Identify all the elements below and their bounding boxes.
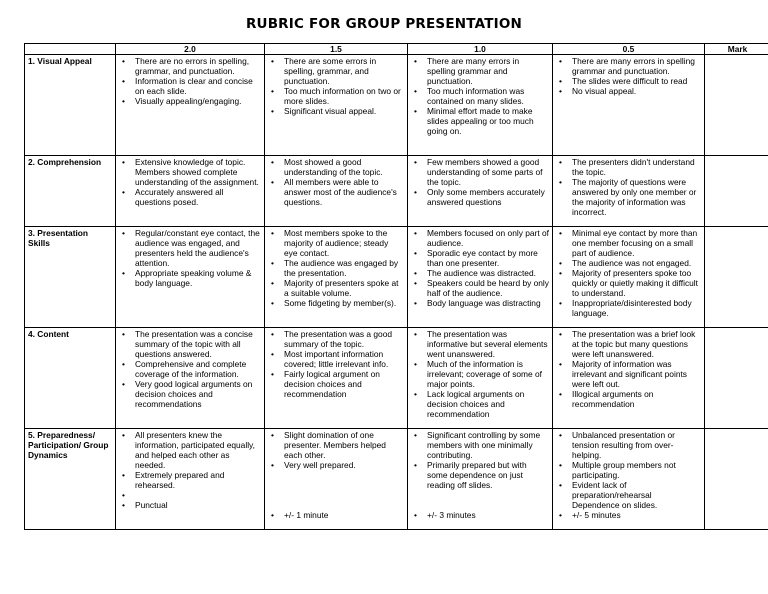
descriptor-item: • There are many errors in spelling grammar and punctuation.: [556, 56, 701, 76]
rubric-row-presentation-skills: [25, 227, 768, 328]
rubric-row-visual-appeal: [25, 55, 768, 156]
score-cell: [408, 227, 553, 328]
criterion-label: 2. Comprehension: [25, 156, 116, 227]
descriptor-item: • Information is clear and concise on each slide.: [119, 76, 261, 96]
descriptor-item: • The presentation was a concise summary of the topic with all questions answered.: [119, 329, 261, 359]
descriptor-item: • Most important information covered; little irrelevant info.: [268, 349, 404, 369]
descriptor-item: • Too much information on two or more slides.: [268, 86, 404, 106]
criterion-label: 3. Presentation Skills: [25, 227, 116, 328]
descriptor-item: • Some fidgeting by member(s).: [268, 298, 404, 308]
timing-item: • +/- 3 minutes: [411, 510, 549, 520]
score-cell: [265, 328, 408, 429]
rubric-table: [24, 43, 768, 530]
header-score-1-5: 1.5: [265, 44, 408, 55]
rubric-row-preparedness: [25, 429, 768, 530]
header-criteria: [25, 44, 116, 55]
descriptor-item: • Extremely prepared and rehearsed.: [119, 470, 261, 490]
descriptor-item: • Primarily prepared but with some dependence on just reading off slides.: [411, 460, 549, 490]
score-cell: [265, 429, 408, 530]
descriptor-item: • The majority of questions were answered by only one member or the majority of information was incorrect.: [556, 177, 701, 217]
score-cell: [408, 156, 553, 227]
descriptor-item: • The presentation was informative but several elements went unanswered.: [411, 329, 549, 359]
mark-cell[interactable]: [705, 429, 768, 530]
descriptor-item: • Extensive knowledge of topic. Members showed complete understanding of the assignment.: [119, 157, 261, 187]
descriptor-item: • Much of the information is irrelevant; coverage of some of major points.: [411, 359, 549, 389]
descriptor-item: • Visually appealing/engaging.: [119, 96, 261, 106]
score-cell: [116, 156, 265, 227]
score-cell: [265, 227, 408, 328]
descriptor-item: • The audience was distracted.: [411, 268, 549, 278]
descriptor-item: • Few members showed a good understanding of some parts of the topic.: [411, 157, 549, 187]
descriptor-item: • Speakers could be heard by only half of the audience.: [411, 278, 549, 298]
criterion-label: 5. Preparedness/ Participation/ Group Dynamics: [25, 429, 116, 530]
mark-cell[interactable]: [705, 156, 768, 227]
descriptor-item: • Very well prepared.: [268, 460, 404, 470]
header-row: [25, 44, 768, 55]
descriptor-item: • Body language was distracting: [411, 298, 549, 308]
score-cell: [116, 328, 265, 429]
descriptor-item: • Members focused on only part of audience.: [411, 228, 549, 248]
descriptor-item: • Most members spoke to the majority of audience; steady eye contact.: [268, 228, 404, 258]
score-cell: [408, 328, 553, 429]
descriptor-item: • Very good logical arguments on decision choices and recommendations: [119, 379, 261, 409]
page-title: RUBRIC FOR GROUP PRESENTATION: [245, 16, 523, 32]
spacer: [119, 490, 261, 530]
mark-cell[interactable]: [705, 55, 768, 156]
score-cell: [553, 227, 705, 328]
timing-item: • Punctual: [119, 500, 261, 510]
descriptor-item: • The presentation was a brief look at the topic but many questions were left unanswered.: [556, 329, 701, 359]
header-mark: Mark: [705, 44, 768, 55]
descriptor-item: • Lack logical arguments on decision choices and recommendation: [411, 389, 549, 419]
score-cell: [408, 429, 553, 530]
descriptor-item: • There are no errors in spelling, grammar, and punctuation.: [119, 56, 261, 76]
descriptor-item: • The audience was engaged by the presentation.: [268, 258, 404, 278]
score-cell: [116, 429, 265, 530]
descriptor-item: • Multiple group members not participating.: [556, 460, 701, 480]
descriptor-item: • There are some errors in spelling, grammar, and punctuation.: [268, 56, 404, 86]
descriptor-item: • Accurately answered all questions posed.: [119, 187, 261, 207]
score-cell: [116, 227, 265, 328]
descriptor-item: • The audience was not engaged.: [556, 258, 701, 268]
score-cell: [553, 429, 705, 530]
descriptor-item: • Inappropriate/disinterested body language.: [556, 298, 701, 318]
descriptor-item: • Majority of information was irrelevant and significant points were left out.: [556, 359, 701, 389]
timing-item: • +/- 1 minute: [268, 510, 404, 520]
header-score-2-0: 2.0: [116, 44, 265, 55]
descriptor-item: • Illogical arguments on recommendation: [556, 389, 701, 409]
descriptor-item: • Most showed a good understanding of the topic.: [268, 157, 404, 177]
score-cell: [265, 55, 408, 156]
descriptor-item: • All presenters knew the information, participated equally, and helped each other as needed.: [119, 430, 261, 470]
score-cell: [553, 156, 705, 227]
descriptor-item: • Minimal effort made to make slides appealing or too much going on.: [411, 106, 549, 136]
descriptor-item: • Minimal eye contact by more than one member focusing on a small part of audience.: [556, 228, 701, 258]
descriptor-item: • All members were able to answer most of the audience's questions.: [268, 177, 404, 207]
rubric-row-content: [25, 328, 768, 429]
descriptor-item: • Regular/constant eye contact, the audience was engaged, and presenters held the audience's attention.: [119, 228, 261, 268]
descriptor-item: • The slides were difficult to read: [556, 76, 701, 86]
score-cell: [116, 55, 265, 156]
descriptor-item: • No visual appeal.: [556, 86, 701, 96]
descriptor-item: • There are many errors in spelling grammar and punctuation.: [411, 56, 549, 86]
rubric-row-comprehension: [25, 156, 768, 227]
mark-cell[interactable]: [705, 227, 768, 328]
descriptor-item: • Significant visual appeal.: [268, 106, 404, 116]
descriptor-item: • Comprehensive and complete coverage of the information.: [119, 359, 261, 379]
descriptor-item: • Only some members accurately answered questions: [411, 187, 549, 207]
score-cell: [265, 156, 408, 227]
descriptor-item: • The presentation was a good summary of the topic.: [268, 329, 404, 349]
mark-cell[interactable]: [705, 328, 768, 429]
descriptor-item: • Slight domination of one presenter. Members helped each other.: [268, 430, 404, 460]
descriptor-item: • Majority of presenters spoke at a suitable volume.: [268, 278, 404, 298]
descriptor-item: • Appropriate speaking volume & body language.: [119, 268, 261, 288]
descriptor-item: • The presenters didn't understand the topic.: [556, 157, 701, 177]
header-score-1-0: 1.0: [408, 44, 553, 55]
descriptor-item: • Sporadic eye contact by more than one presenter.: [411, 248, 549, 268]
descriptor-item: • Unbalanced presentation or tension resulting from over-helping.: [556, 430, 701, 460]
descriptor-item: • Significant controlling by some members with one minimally contributing.: [411, 430, 549, 460]
descriptor-item: • Majority of presenters spoke too quickly or quietly making it difficult to understand.: [556, 268, 701, 298]
timing-item: • +/- 5 minutes: [556, 510, 701, 520]
criterion-label: 4. Content: [25, 328, 116, 429]
header-score-0-5: 0.5: [553, 44, 705, 55]
score-cell: [553, 328, 705, 429]
criterion-label: 1. Visual Appeal: [25, 55, 116, 156]
descriptor-item: • Too much information was contained on many slides.: [411, 86, 549, 106]
descriptor-item: • Evident lack of preparation/rehearsal Dependence on slides.: [556, 480, 701, 510]
score-cell: [553, 55, 705, 156]
score-cell: [408, 55, 553, 156]
descriptor-item: • Fairly logical argument on decision choices and recommendation: [268, 369, 404, 399]
